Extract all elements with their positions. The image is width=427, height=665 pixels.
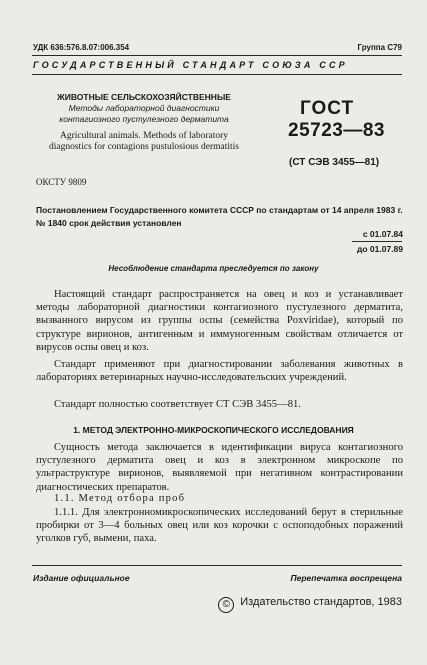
title-russian <box>40 92 248 125</box>
paragraph-application: Стандарт применяют при диагностировании заболевания животных в лабораториях ветеринарных научно-исследовательских учреждений. <box>36 359 403 384</box>
state-standard-banner: ГОСУДАРСТВЕННЫЙ СТАНДАРТ СОЮЗА ССР <box>33 60 348 70</box>
gost-label: ГОСТ <box>300 98 355 119</box>
paragraph-1-1-1: 1.1.1. Для электронномикроскопических исследований берут в стерильные пробирки от 3—4 больных овец или коз корочки с оспоподобных поражений уголков губ, вымени, паха. <box>36 507 403 545</box>
section-1-title: 1. МЕТОД ЭЛЕКТРОННО-МИКРОСКОПИЧЕСКОГО ИССЛЕДОВАНИЯ <box>73 425 354 435</box>
copyright-icon: © <box>218 597 234 613</box>
gost-number: 25723—83 <box>288 120 385 141</box>
reprint-prohibited-label: Перепечатка воспрещена <box>290 573 402 583</box>
group-code: Группа С79 <box>357 43 402 52</box>
date-divider <box>352 241 402 242</box>
violation-notice: Несоблюдение стандарта преследуется по закону <box>108 264 319 273</box>
footer-rule <box>32 565 402 566</box>
copyright-line <box>218 596 402 613</box>
paragraph-method-essence: Сущность метода заключается в идентификации вируса контагиозного пустулезного дерматита овец и коз в электронном микроскопе по ультраструктуре вирионов, выявляемой при негативном контрастировании диагностических препаратов. <box>36 442 403 493</box>
okstu-code: ОКСТУ 9809 <box>36 177 87 187</box>
copyright-text: Издательство стандартов, 1983 <box>240 596 402 608</box>
header-rule-bottom <box>32 74 402 75</box>
title-english: Agricultural animals. Methods of laboratory diagnostics for contagions pustulosious dermatitis <box>49 131 239 152</box>
effective-date-to: до 01.07.89 <box>356 244 403 254</box>
subsection-1-1-title: 1.1. Метод отбора проб <box>54 493 186 504</box>
official-edition-label: Издание официальное <box>33 573 130 583</box>
st-sev-number: (СТ СЭВ 3455—81) <box>289 157 380 168</box>
udk-code: УДК 636:576.8.07:006.354 <box>33 43 130 52</box>
title-russian-main: ЖИВОТНЫЕ СЕЛЬСКОХОЗЯЙСТВЕННЫЕ <box>57 92 231 102</box>
effective-date-from: с 01.07.84 <box>362 229 403 239</box>
paragraph-scope: Настоящий стандарт распространяется на овец и коз и устанавливает методы лабораторной диагностики контагиозного пустулезного дерматита, вызванного вирусом из группы оспы (семейства Poxviridae), который по структуре вирионов, антигенным и иммуногенным свойствам отличается от вирусов оспы овец и коз. <box>36 289 403 353</box>
paragraph-compliance: Стандарт полностью соответствует СТ СЭВ 3455—81. <box>54 399 301 410</box>
title-russian-sub: Методы лабораторной диагностики контагиозного пустулезного дерматита <box>59 103 229 124</box>
header-rule-top <box>32 55 402 56</box>
decree-text: Постановлением Государственного комитета СССР по стандартам от 14 апреля 1983 г. № 1840 срок действия установлен <box>36 205 403 228</box>
